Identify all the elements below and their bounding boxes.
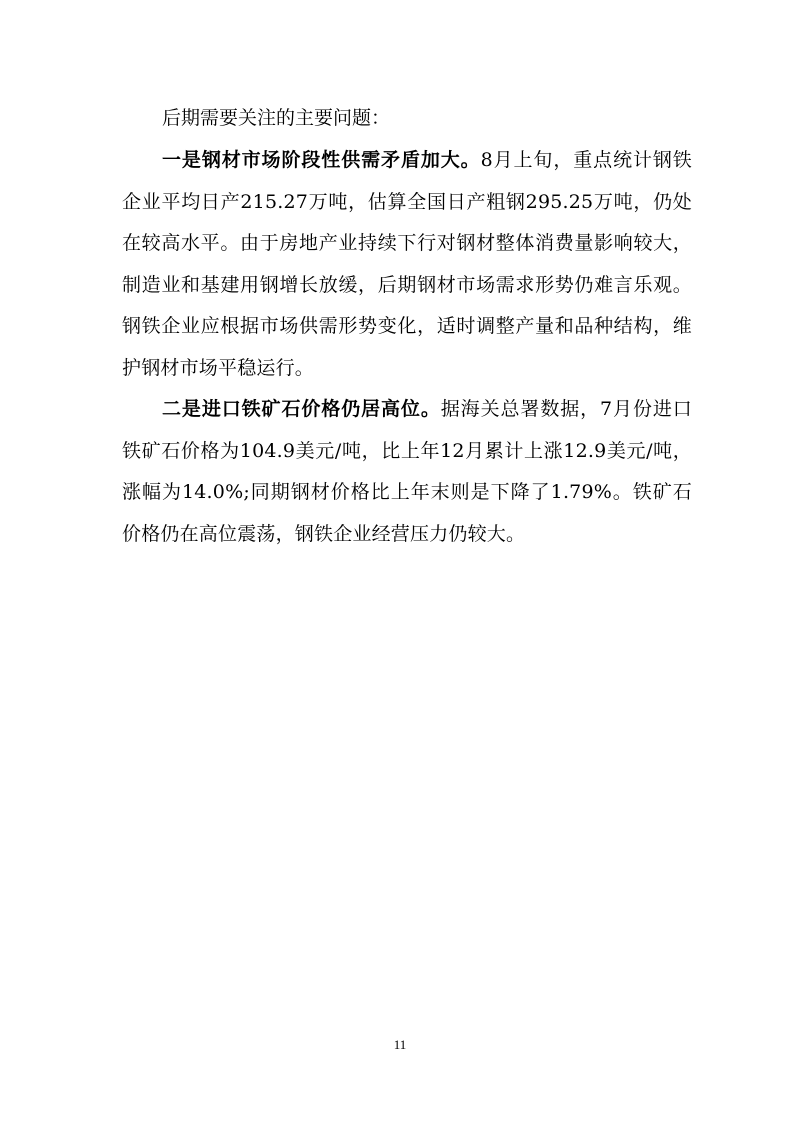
paragraph-body: 据海关总署数据，7月份进口铁矿石价格为104.9美元/吨，比上年12月累计上涨12.9美元/吨，涨幅为14.0%;同期钢材价格比上年末则是下降了1.79%。铁矿石价格仍在高位震荡，钢铁企业经营压力仍较大。 (122, 398, 692, 545)
paragraph-lead: 一是钢材市场阶段性供需矛盾加大。 (162, 149, 481, 171)
paragraph-body: 8月上旬，重点统计钢铁企业平均日产215.27万吨，估算全国日产粗钢295.25万吨，仍处在较高水平。由于房地产业持续下行对钢材整体消费量影响较大，制造业和基建用钢增长放缓，后期钢材市场需求形势仍难言乐观。钢铁企业应根据市场供需形势变化，适时调整产量和品种结构，维护钢材市场平稳运行。 (122, 149, 692, 379)
section-heading: 后期需要关注的主要问题： (162, 107, 391, 129)
paragraph-steel-market (122, 140, 692, 389)
page-number: 11 (393, 1037, 407, 1052)
paragraph-iron-ore-price (122, 389, 692, 555)
paragraph-lead: 二是进口铁矿石价格仍居高位。 (162, 398, 441, 420)
